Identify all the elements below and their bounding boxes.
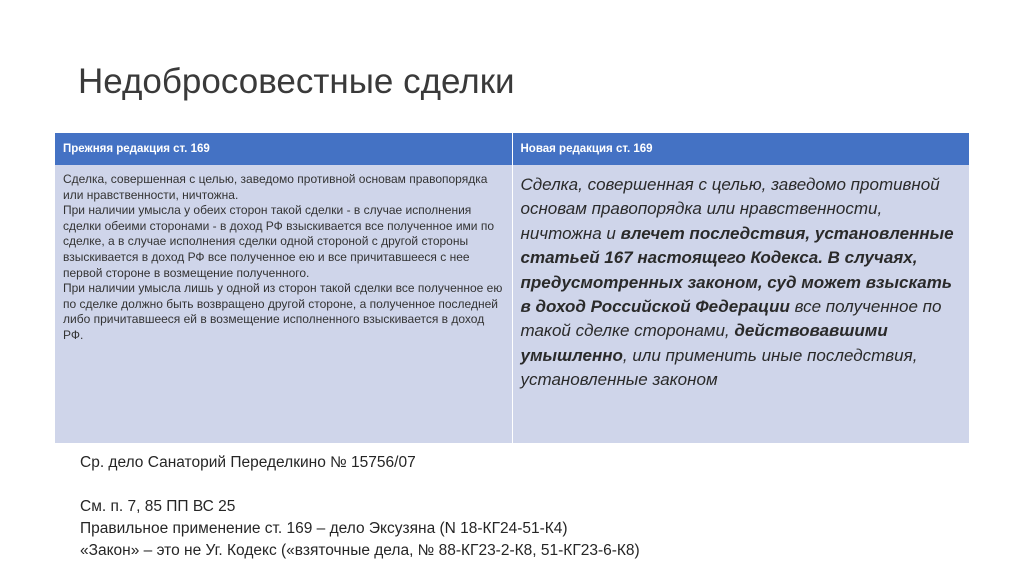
new-text-part: , или применить иные последствия, установленные законом (520, 345, 918, 390)
old-paragraph: При наличии умысла у обеих сторон такой сделки - в случае исполнения сделки обеими сторонами - в доход РФ взыскивается все полученное ими по сделке, а в случае исполнения сделки одной стороной с другой стороны взыскивается в доход РФ все полученное ею и все причитавшееся с нее первой стороне в возмещение полученного. (63, 203, 495, 280)
new-text-bold: влечет последствия, установленные статьей 167 настоящего Кодекса. В случаях, предусмотренных законом, суд может взыскать в доход Российской Федерации (520, 223, 954, 317)
header-new-edition: Новая редакция ст. 169 (512, 133, 969, 165)
new-text-bold: действовавшими умышленно (520, 321, 888, 365)
header-old-edition: Прежняя редакция ст. 169 (55, 133, 512, 165)
old-edition-cell (55, 165, 512, 443)
slide-title: Недобросовестные сделки (78, 62, 515, 101)
note-spacer (80, 474, 640, 496)
new-text-part: все полученное по такой сделке сторонами, (520, 297, 942, 341)
new-edition-cell (512, 165, 969, 443)
note-line: См. п. 7, 85 ПП ВС 25 (80, 498, 236, 515)
note-line: «Закон» – это не Уг. Кодекс («взяточные дела, № 88-КГ23-2-К8, 51-КГ23-6-К8) (80, 542, 640, 559)
comparison-table (55, 133, 970, 443)
table-row (55, 165, 969, 443)
table-header-row (55, 133, 969, 165)
old-paragraph: Сделка, совершенная с целью, заведомо противной основам правопорядка или нравственности, ничтожна. (63, 172, 488, 202)
notes-block (80, 452, 640, 562)
new-text-part: Сделка, совершенная с целью, заведомо противной основам правопорядка или нравственности, ничтожна и (520, 175, 940, 243)
note-line: Правильное применение ст. 169 – дело Эксузяна (N 18-КГ24-51-К4) (80, 520, 568, 537)
note-line: Ср. дело Санаторий Переделкино № 15756/07 (80, 454, 416, 471)
old-paragraph: При наличии умысла лишь у одной из сторон такой сделки все полученное ею по сделке должно быть возвращено другой стороне, а полученное последней либо причитавшееся ей в возмещение исполненного взыскивается в доход РФ. (63, 281, 503, 342)
